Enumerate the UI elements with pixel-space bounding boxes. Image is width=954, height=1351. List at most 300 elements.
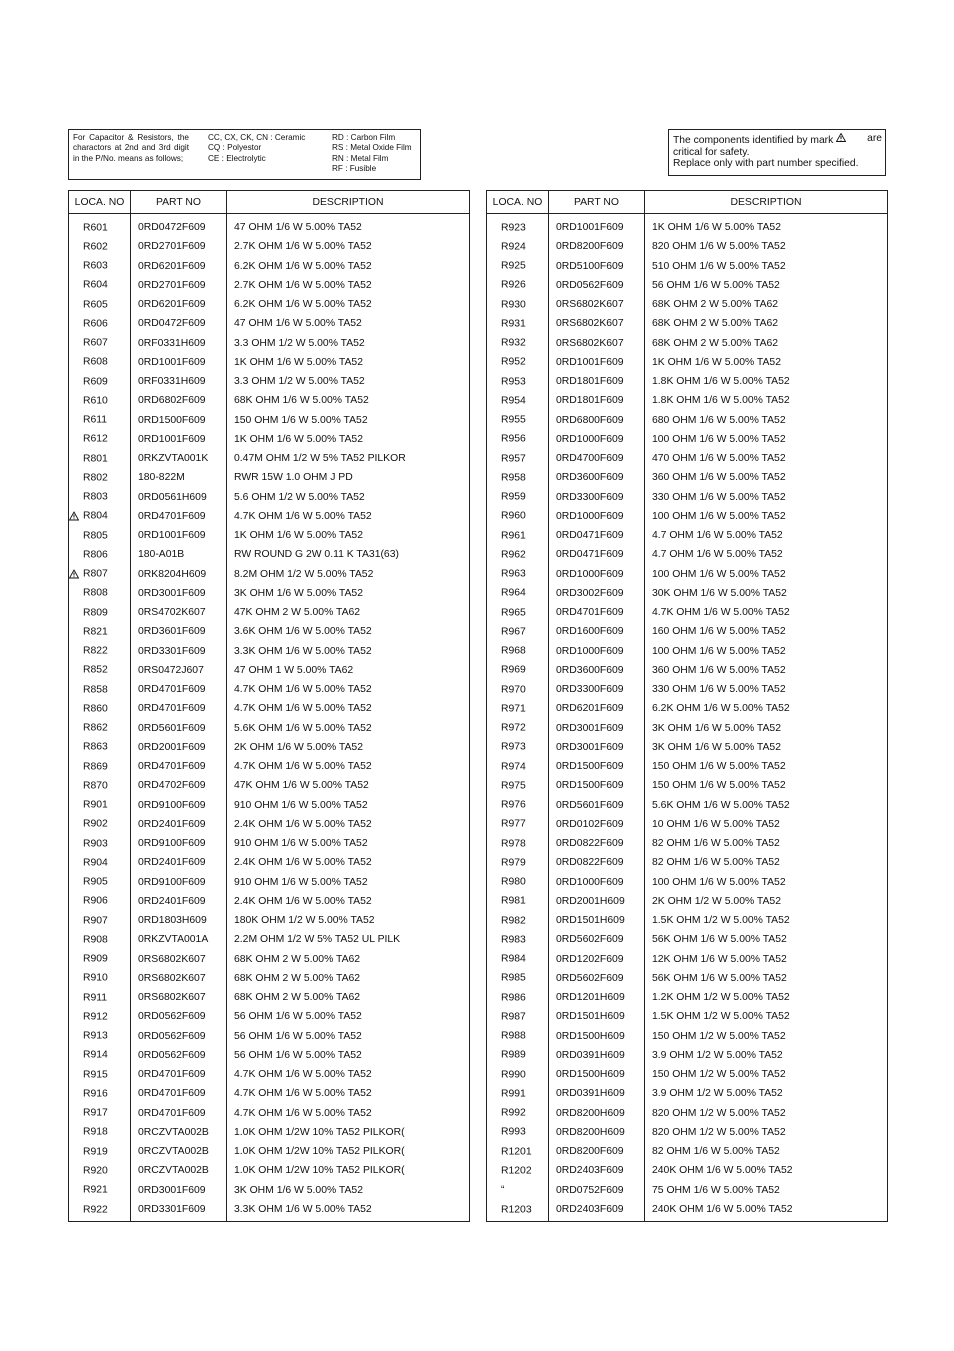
part-no-cell: 0RD1803H609 bbox=[131, 911, 227, 930]
table-row bbox=[69, 661, 470, 680]
part-no-cell: 0RCZVTA002B bbox=[131, 1161, 227, 1180]
description-cell: 47 OHM 1/6 W 5.00% TA52 bbox=[227, 218, 470, 237]
description-cell: 1K OHM 1/6 W 5.00% TA52 bbox=[227, 430, 470, 449]
part-no-cell: 0RD2401F609 bbox=[131, 815, 227, 834]
description-cell: 68K OHM 2 W 5.00% TA62 bbox=[227, 950, 470, 969]
part-no-cell: 0RD5602F609 bbox=[549, 969, 645, 988]
loca-no: R932 bbox=[501, 337, 526, 349]
description-cell: 47 OHM 1 W 5.00% TA62 bbox=[227, 661, 470, 680]
table-row bbox=[69, 950, 470, 969]
table-row bbox=[487, 988, 888, 1007]
loca-no-cell bbox=[69, 873, 131, 892]
part-no-cell: 0RD3001F609 bbox=[131, 584, 227, 603]
part-no-cell: 0RCZVTA002B bbox=[131, 1123, 227, 1142]
table-row bbox=[487, 257, 888, 276]
legend-res-code: RN : Metal Film bbox=[332, 153, 389, 163]
part-no-cell: 0RD3301F609 bbox=[131, 642, 227, 661]
part-no-cell: 0RD8200H609 bbox=[549, 1123, 645, 1142]
part-no-cell: 180-822M bbox=[131, 468, 227, 487]
loca-no-cell bbox=[69, 853, 131, 872]
description-cell: 2.7K OHM 1/6 W 5.00% TA52 bbox=[227, 276, 470, 295]
part-no-cell: 0RD0472F609 bbox=[131, 314, 227, 333]
part-no-cell: 0RD8200H609 bbox=[549, 1104, 645, 1123]
table-row bbox=[487, 719, 888, 738]
legend-intro-text: For Capacitor & Resistors, the charactors at 2nd and 3rd digit in the P/No. means as follows; bbox=[73, 133, 189, 163]
loca-no-cell bbox=[69, 295, 131, 314]
part-no-cell: 0RD6201F609 bbox=[549, 699, 645, 718]
loca-no-cell bbox=[487, 603, 549, 622]
description-cell: 240K OHM 1/6 W 5.00% TA52 bbox=[645, 1161, 888, 1180]
loca-no-cell bbox=[69, 757, 131, 776]
description-cell: 68K OHM 2 W 5.00% TA62 bbox=[645, 314, 888, 333]
part-no-cell: 0RD1201H609 bbox=[549, 988, 645, 1007]
loca-no-cell bbox=[487, 391, 549, 410]
loca-no-cell bbox=[487, 1065, 549, 1084]
loca-no: R924 bbox=[501, 241, 526, 253]
loca-no: R822 bbox=[83, 645, 108, 657]
part-no-cell: 0RD4700F609 bbox=[549, 449, 645, 468]
loca-no: R981 bbox=[501, 895, 526, 907]
loca-no: R956 bbox=[501, 433, 526, 445]
description-cell: 470 OHM 1/6 W 5.00% TA52 bbox=[645, 449, 888, 468]
description-cell: 1K OHM 1/6 W 5.00% TA52 bbox=[645, 218, 888, 237]
description-cell: 820 OHM 1/6 W 5.00% TA52 bbox=[645, 237, 888, 256]
part-no-cell: 0RS0472J607 bbox=[131, 661, 227, 680]
table-row bbox=[69, 1084, 470, 1103]
description-cell: 360 OHM 1/6 W 5.00% TA52 bbox=[645, 661, 888, 680]
table-row bbox=[69, 449, 470, 468]
loca-no-cell bbox=[69, 1065, 131, 1084]
warning-triangle-icon bbox=[836, 133, 846, 142]
loca-no-cell bbox=[69, 1007, 131, 1026]
table-row bbox=[487, 661, 888, 680]
part-no-cell: 0RD0822F609 bbox=[549, 834, 645, 853]
loca-no-cell bbox=[69, 334, 131, 353]
loca-no-cell bbox=[487, 853, 549, 872]
part-no-cell: 0RD4701F609 bbox=[549, 603, 645, 622]
description-cell: 82 OHM 1/6 W 5.00% TA52 bbox=[645, 1142, 888, 1161]
part-no-cell: 0RD0562F609 bbox=[131, 1046, 227, 1065]
loca-no: R606 bbox=[83, 318, 108, 330]
part-no-cell: 0RD1000F609 bbox=[549, 565, 645, 584]
loca-no: R870 bbox=[83, 780, 108, 792]
description-cell: 5.6K OHM 1/6 W 5.00% TA52 bbox=[645, 796, 888, 815]
loca-no: R1201 bbox=[501, 1146, 532, 1158]
loca-no: R904 bbox=[83, 857, 108, 869]
legend-res-code: RS : Metal Oxide Film bbox=[332, 143, 412, 153]
table-row bbox=[487, 950, 888, 969]
table-row bbox=[69, 411, 470, 430]
table-row bbox=[487, 873, 888, 892]
table-row bbox=[487, 237, 888, 256]
table-row bbox=[487, 1104, 888, 1123]
description-cell: 5.6 OHM 1/2 W 5.00% TA52 bbox=[227, 488, 470, 507]
description-cell: 56K OHM 1/6 W 5.00% TA52 bbox=[645, 969, 888, 988]
part-no-cell: 0RD3600F609 bbox=[549, 468, 645, 487]
loca-no-cell bbox=[487, 218, 549, 237]
description-cell: 4.7 OHM 1/6 W 5.00% TA52 bbox=[645, 545, 888, 564]
loca-no-cell bbox=[487, 584, 549, 603]
loca-no-cell bbox=[69, 218, 131, 237]
description-cell: 5.6K OHM 1/6 W 5.00% TA52 bbox=[227, 719, 470, 738]
loca-no: R806 bbox=[83, 549, 108, 561]
table-row bbox=[69, 430, 470, 449]
safety-note-text-b: are bbox=[867, 133, 882, 144]
description-cell: 4.7K OHM 1/6 W 5.00% TA52 bbox=[227, 1084, 470, 1103]
description-cell: 56 OHM 1/6 W 5.00% TA52 bbox=[227, 1027, 470, 1046]
loca-no-cell bbox=[69, 738, 131, 757]
loca-no-cell bbox=[69, 257, 131, 276]
table-row bbox=[69, 719, 470, 738]
legend-cap-code: CE : Electrolytic bbox=[208, 153, 266, 163]
description-cell: 100 OHM 1/6 W 5.00% TA52 bbox=[645, 873, 888, 892]
legend-capacitor-codes bbox=[208, 133, 328, 164]
part-no-cell: 0RS4702K607 bbox=[131, 603, 227, 622]
loca-no: R967 bbox=[501, 626, 526, 638]
description-cell: 68K OHM 2 W 5.00% TA62 bbox=[227, 988, 470, 1007]
table-row bbox=[487, 776, 888, 795]
loca-no-cell bbox=[487, 950, 549, 969]
table-row bbox=[69, 873, 470, 892]
part-no-cell: 0RD4701F609 bbox=[131, 1104, 227, 1123]
description-cell: 4.7K OHM 1/6 W 5.00% TA52 bbox=[227, 699, 470, 718]
table-row bbox=[69, 334, 470, 353]
parts-table-right-body bbox=[487, 214, 888, 1222]
description-cell: 56K OHM 1/6 W 5.00% TA52 bbox=[645, 930, 888, 949]
loca-no-cell bbox=[487, 468, 549, 487]
loca-no-cell bbox=[487, 1084, 549, 1103]
table-row bbox=[69, 1200, 470, 1222]
loca-no: R922 bbox=[83, 1204, 108, 1216]
loca-no-cell bbox=[69, 507, 131, 526]
header-part-no: PART NO bbox=[131, 191, 227, 214]
part-no-cell: 0RD0391H609 bbox=[549, 1084, 645, 1103]
header-description: DESCRIPTION bbox=[227, 191, 470, 214]
part-no-cell: 0RD3601F609 bbox=[131, 622, 227, 641]
loca-no: R923 bbox=[501, 222, 526, 234]
part-no-cell: 0RD5601F609 bbox=[131, 719, 227, 738]
loca-no-cell bbox=[487, 757, 549, 776]
loca-no-cell bbox=[69, 988, 131, 1007]
table-row bbox=[487, 430, 888, 449]
loca-no: R963 bbox=[501, 568, 526, 580]
part-no-cell: 0RD6201F609 bbox=[131, 295, 227, 314]
warning-triangle-icon bbox=[69, 570, 79, 579]
part-no-cell: 0RS6802K607 bbox=[131, 950, 227, 969]
loca-no-cell bbox=[487, 545, 549, 564]
loca-no-cell bbox=[487, 892, 549, 911]
loca-no: R964 bbox=[501, 587, 526, 599]
loca-no: R987 bbox=[501, 1011, 526, 1023]
table-row bbox=[487, 372, 888, 391]
loca-no-cell bbox=[487, 642, 549, 661]
loca-no-cell bbox=[487, 257, 549, 276]
description-cell: 1.0K OHM 1/2W 10% TA52 PILKOR( bbox=[227, 1123, 470, 1142]
loca-no: R906 bbox=[83, 895, 108, 907]
table-row bbox=[69, 622, 470, 641]
description-cell: 2.4K OHM 1/6 W 5.00% TA52 bbox=[227, 815, 470, 834]
part-no-cell: 0RD1801F609 bbox=[549, 391, 645, 410]
table-row bbox=[69, 834, 470, 853]
description-cell: 1K OHM 1/6 W 5.00% TA52 bbox=[645, 353, 888, 372]
part-no-cell: 0RD1001F609 bbox=[131, 430, 227, 449]
description-cell: 6.2K OHM 1/6 W 5.00% TA52 bbox=[645, 699, 888, 718]
description-cell: 3K OHM 1/6 W 5.00% TA52 bbox=[227, 1181, 470, 1200]
loca-no-cell bbox=[69, 1046, 131, 1065]
loca-no-cell bbox=[487, 719, 549, 738]
table-row bbox=[69, 969, 470, 988]
loca-no: R985 bbox=[501, 972, 526, 984]
table-row bbox=[487, 468, 888, 487]
loca-no: R992 bbox=[501, 1107, 526, 1119]
loca-no: R802 bbox=[83, 472, 108, 484]
table-row bbox=[487, 834, 888, 853]
description-cell: 2.7K OHM 1/6 W 5.00% TA52 bbox=[227, 237, 470, 256]
loca-no: R969 bbox=[501, 664, 526, 676]
description-cell: 47K OHM 2 W 5.00% TA62 bbox=[227, 603, 470, 622]
loca-no-cell bbox=[487, 969, 549, 988]
table-row bbox=[487, 603, 888, 622]
loca-no-cell bbox=[487, 449, 549, 468]
description-cell: 3.6K OHM 1/6 W 5.00% TA52 bbox=[227, 622, 470, 641]
part-no-cell: 0RD2401F609 bbox=[131, 853, 227, 872]
description-cell: 100 OHM 1/6 W 5.00% TA52 bbox=[645, 565, 888, 584]
table-row bbox=[487, 565, 888, 584]
table-row bbox=[487, 1084, 888, 1103]
loca-no-cell bbox=[69, 969, 131, 988]
table-row bbox=[487, 930, 888, 949]
part-no-cell: 0RD2001H609 bbox=[549, 892, 645, 911]
table-row bbox=[69, 507, 470, 526]
part-no-cell: 0RF0331H609 bbox=[131, 334, 227, 353]
loca-no-cell bbox=[69, 930, 131, 949]
loca-no: R603 bbox=[83, 260, 108, 272]
part-no-cell: 0RD4701F609 bbox=[131, 680, 227, 699]
loca-no: R601 bbox=[83, 222, 108, 234]
table-row bbox=[487, 642, 888, 661]
part-no-cell: 0RD1001F609 bbox=[549, 218, 645, 237]
table-row bbox=[487, 295, 888, 314]
table-row bbox=[487, 1200, 888, 1222]
description-cell: 2K OHM 1/6 W 5.00% TA52 bbox=[227, 738, 470, 757]
description-cell: 3.3K OHM 1/6 W 5.00% TA52 bbox=[227, 1200, 470, 1222]
part-no-cell: 0RD8200F609 bbox=[549, 1142, 645, 1161]
loca-no: R805 bbox=[83, 530, 108, 542]
part-no-cell: 0RK8204H609 bbox=[131, 565, 227, 584]
parts-table-right bbox=[486, 190, 888, 1222]
description-cell: 8.2M OHM 1/2 W 5.00% TA52 bbox=[227, 565, 470, 584]
description-cell: 160 OHM 1/6 W 5.00% TA52 bbox=[645, 622, 888, 641]
loca-no-cell bbox=[69, 449, 131, 468]
loca-no-cell bbox=[487, 314, 549, 333]
loca-no: R953 bbox=[501, 376, 526, 388]
table-row bbox=[487, 411, 888, 430]
loca-no: R605 bbox=[83, 299, 108, 311]
part-no-cell: 0RKZVTA001A bbox=[131, 930, 227, 949]
loca-no: R909 bbox=[83, 953, 108, 965]
safety-note bbox=[668, 129, 886, 176]
loca-no: R926 bbox=[501, 279, 526, 291]
parts-table-left-body bbox=[69, 214, 470, 1222]
legend-cap-code: CQ : Polyestor bbox=[208, 143, 262, 153]
loca-no: R925 bbox=[501, 260, 526, 272]
table-row bbox=[69, 468, 470, 487]
table-row bbox=[69, 1007, 470, 1026]
part-no-cell: 0RD3301F609 bbox=[131, 1200, 227, 1222]
loca-no: R913 bbox=[83, 1030, 108, 1042]
part-no-cell: 0RD0391H609 bbox=[549, 1046, 645, 1065]
part-no-cell: 0RD1001F609 bbox=[131, 526, 227, 545]
description-cell: 360 OHM 1/6 W 5.00% TA52 bbox=[645, 468, 888, 487]
loca-no-cell bbox=[69, 1200, 131, 1222]
loca-no-cell bbox=[487, 334, 549, 353]
table-row bbox=[69, 353, 470, 372]
table-row bbox=[69, 372, 470, 391]
table-row bbox=[487, 276, 888, 295]
description-cell: 75 OHM 1/6 W 5.00% TA52 bbox=[645, 1181, 888, 1200]
table-row bbox=[487, 526, 888, 545]
loca-no-cell bbox=[487, 776, 549, 795]
loca-no-cell bbox=[487, 507, 549, 526]
loca-no: R954 bbox=[501, 395, 526, 407]
loca-no-cell bbox=[69, 237, 131, 256]
table-row bbox=[487, 353, 888, 372]
part-no-cell: 0RD1801F609 bbox=[549, 372, 645, 391]
loca-no-cell bbox=[69, 1123, 131, 1142]
loca-no: R862 bbox=[83, 722, 108, 734]
loca-no-cell bbox=[487, 1200, 549, 1222]
safety-note-text-a: The components identified by mark bbox=[673, 135, 834, 146]
loca-no: R604 bbox=[83, 279, 108, 291]
description-cell: 4.7 OHM 1/6 W 5.00% TA52 bbox=[645, 526, 888, 545]
loca-no: R930 bbox=[501, 299, 526, 311]
loca-no: R962 bbox=[501, 549, 526, 561]
parts-table-left bbox=[68, 190, 470, 1222]
loca-no: R801 bbox=[83, 453, 108, 465]
description-cell: 56 OHM 1/6 W 5.00% TA52 bbox=[227, 1046, 470, 1065]
table-row bbox=[487, 738, 888, 757]
part-no-cell: 0RD9100F609 bbox=[131, 873, 227, 892]
loca-no: R976 bbox=[501, 799, 526, 811]
loca-no-cell bbox=[487, 1181, 549, 1200]
part-no-cell: 0RD1500H609 bbox=[549, 1065, 645, 1084]
loca-no: R910 bbox=[83, 972, 108, 984]
loca-no: R971 bbox=[501, 703, 526, 715]
part-no-cell: 0RD2701F609 bbox=[131, 237, 227, 256]
description-cell: 510 OHM 1/6 W 5.00% TA52 bbox=[645, 257, 888, 276]
description-cell: 150 OHM 1/2 W 5.00% TA52 bbox=[645, 1065, 888, 1084]
loca-no-cell bbox=[69, 892, 131, 911]
part-no-cell: 0RS6802K607 bbox=[549, 295, 645, 314]
table-row bbox=[69, 526, 470, 545]
loca-no-cell bbox=[487, 988, 549, 1007]
part-no-cell: 0RD2403F609 bbox=[549, 1161, 645, 1180]
table-row bbox=[69, 911, 470, 930]
part-no-cell: 0RD0102F609 bbox=[549, 815, 645, 834]
loca-no-cell bbox=[69, 468, 131, 487]
table-row bbox=[487, 449, 888, 468]
part-no-cell: 0RD4701F609 bbox=[131, 1084, 227, 1103]
loca-no-cell bbox=[487, 873, 549, 892]
loca-no: R1203 bbox=[501, 1204, 532, 1216]
loca-no-cell bbox=[69, 776, 131, 795]
description-cell: 1.0K OHM 1/2W 10% TA52 PILKOR( bbox=[227, 1161, 470, 1180]
loca-no-cell bbox=[487, 411, 549, 430]
loca-no: R973 bbox=[501, 741, 526, 753]
description-cell: 3K OHM 1/6 W 5.00% TA52 bbox=[645, 719, 888, 738]
loca-no: R955 bbox=[501, 414, 526, 426]
loca-no: R960 bbox=[501, 510, 526, 522]
part-no-cell: 0RS6802K607 bbox=[131, 988, 227, 1007]
table-row bbox=[487, 1161, 888, 1180]
table-row bbox=[69, 257, 470, 276]
part-no-cell: 0RS6802K607 bbox=[549, 314, 645, 333]
description-cell: 180K OHM 1/2 W 5.00% TA52 bbox=[227, 911, 470, 930]
description-cell: 1.2K OHM 1/2 W 5.00% TA52 bbox=[645, 988, 888, 1007]
table-row bbox=[69, 796, 470, 815]
loca-no: “ bbox=[501, 1184, 505, 1196]
table-row bbox=[487, 314, 888, 333]
description-cell: 3.9 OHM 1/2 W 5.00% TA52 bbox=[645, 1084, 888, 1103]
table-row bbox=[69, 642, 470, 661]
loca-no: R952 bbox=[501, 356, 526, 368]
part-no-cell: 0RD1000F609 bbox=[549, 430, 645, 449]
description-cell: 2.4K OHM 1/6 W 5.00% TA52 bbox=[227, 892, 470, 911]
loca-no: R970 bbox=[501, 684, 526, 696]
part-no-cell: 0RD5601F609 bbox=[549, 796, 645, 815]
loca-no-cell bbox=[487, 622, 549, 641]
description-cell: 1.0K OHM 1/2W 10% TA52 PILKOR( bbox=[227, 1142, 470, 1161]
loca-no-cell bbox=[487, 295, 549, 314]
loca-no-cell bbox=[487, 276, 549, 295]
loca-no: R920 bbox=[83, 1165, 108, 1177]
description-cell: 4.7K OHM 1/6 W 5.00% TA52 bbox=[227, 1065, 470, 1084]
loca-no-cell bbox=[487, 1123, 549, 1142]
part-no-cell: 0RD2001F609 bbox=[131, 738, 227, 757]
table-row bbox=[69, 892, 470, 911]
loca-no-cell bbox=[487, 372, 549, 391]
part-no-cell: 0RD5100F609 bbox=[549, 257, 645, 276]
header-description: DESCRIPTION bbox=[645, 191, 888, 214]
loca-no-cell bbox=[69, 796, 131, 815]
table-row bbox=[487, 1181, 888, 1200]
loca-no-cell bbox=[69, 603, 131, 622]
table-header-row bbox=[487, 191, 888, 214]
loca-no-cell bbox=[69, 622, 131, 641]
description-cell: 10 OHM 1/6 W 5.00% TA52 bbox=[645, 815, 888, 834]
table-row bbox=[69, 276, 470, 295]
description-cell: 3.9 OHM 1/2 W 5.00% TA52 bbox=[645, 1046, 888, 1065]
table-row bbox=[69, 699, 470, 718]
table-row bbox=[487, 1065, 888, 1084]
loca-no-cell bbox=[69, 699, 131, 718]
loca-no: R902 bbox=[83, 818, 108, 830]
table-row bbox=[487, 1027, 888, 1046]
table-row bbox=[487, 969, 888, 988]
loca-no: R978 bbox=[501, 838, 526, 850]
part-no-cell: 0RKZVTA001K bbox=[131, 449, 227, 468]
loca-no-cell bbox=[69, 719, 131, 738]
loca-no: R803 bbox=[83, 491, 108, 503]
description-cell: 3.3 OHM 1/2 W 5.00% TA52 bbox=[227, 372, 470, 391]
part-no-cell: 0RD1000F609 bbox=[549, 507, 645, 526]
loca-no: R915 bbox=[83, 1069, 108, 1081]
description-cell: 240K OHM 1/6 W 5.00% TA52 bbox=[645, 1200, 888, 1222]
part-no-cell: 0RD0472F609 bbox=[131, 218, 227, 237]
loca-no-cell bbox=[69, 642, 131, 661]
description-cell: 4.7K OHM 1/6 W 5.00% TA52 bbox=[645, 603, 888, 622]
table-row bbox=[69, 584, 470, 603]
